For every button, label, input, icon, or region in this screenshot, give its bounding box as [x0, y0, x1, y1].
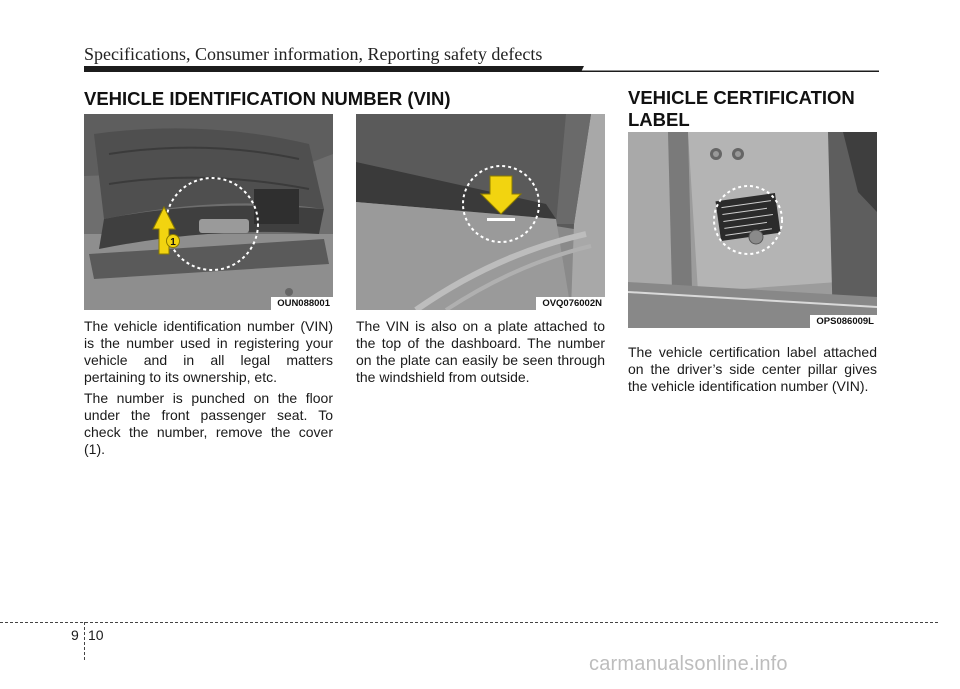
watermark: carmanualsonline.info [589, 653, 788, 675]
figure-code: OPS086009L [810, 315, 877, 328]
figure-windshield [356, 114, 605, 310]
figure-seat-floor [84, 114, 333, 310]
figure-pillar [628, 132, 877, 328]
cert-heading-line1: VEHICLE CERTIFICATION [628, 87, 855, 108]
running-header: Specifications, Consumer information, Reporting safety defects [84, 44, 543, 64]
callout-1: 1 [170, 237, 176, 248]
cert-heading-line2: LABEL [628, 109, 690, 130]
col1-paragraph-2: The number is punched on the floor under the front passenger seat. To check the number, remove the cover (1). [84, 390, 333, 457]
col3-paragraph-1: The vehicle certification label attached on the driver’s side center pillar gives the vehicle identification number (VIN). [628, 344, 877, 394]
figure-code: OVQ076002N [536, 297, 605, 310]
vin-heading: VEHICLE IDENTIFICATION NUMBER (VIN) [84, 88, 451, 109]
col2-paragraph-1: The VIN is also on a plate attached to the top of the dashboard. The number on the plate can easily be seen through the windshield from outside. [356, 318, 605, 385]
col1-paragraph-1: The vehicle identification number (VIN) is the number used in registering your vehicle and in all legal matters pertaining to its ownership, etc. [84, 318, 333, 385]
footer-divider [84, 622, 85, 660]
page-number: 10 [88, 627, 104, 643]
chapter-number: 9 [71, 627, 79, 643]
footer-rule [0, 622, 938, 623]
header-rule [84, 66, 879, 72]
figure-code: OUN088001 [271, 297, 333, 310]
